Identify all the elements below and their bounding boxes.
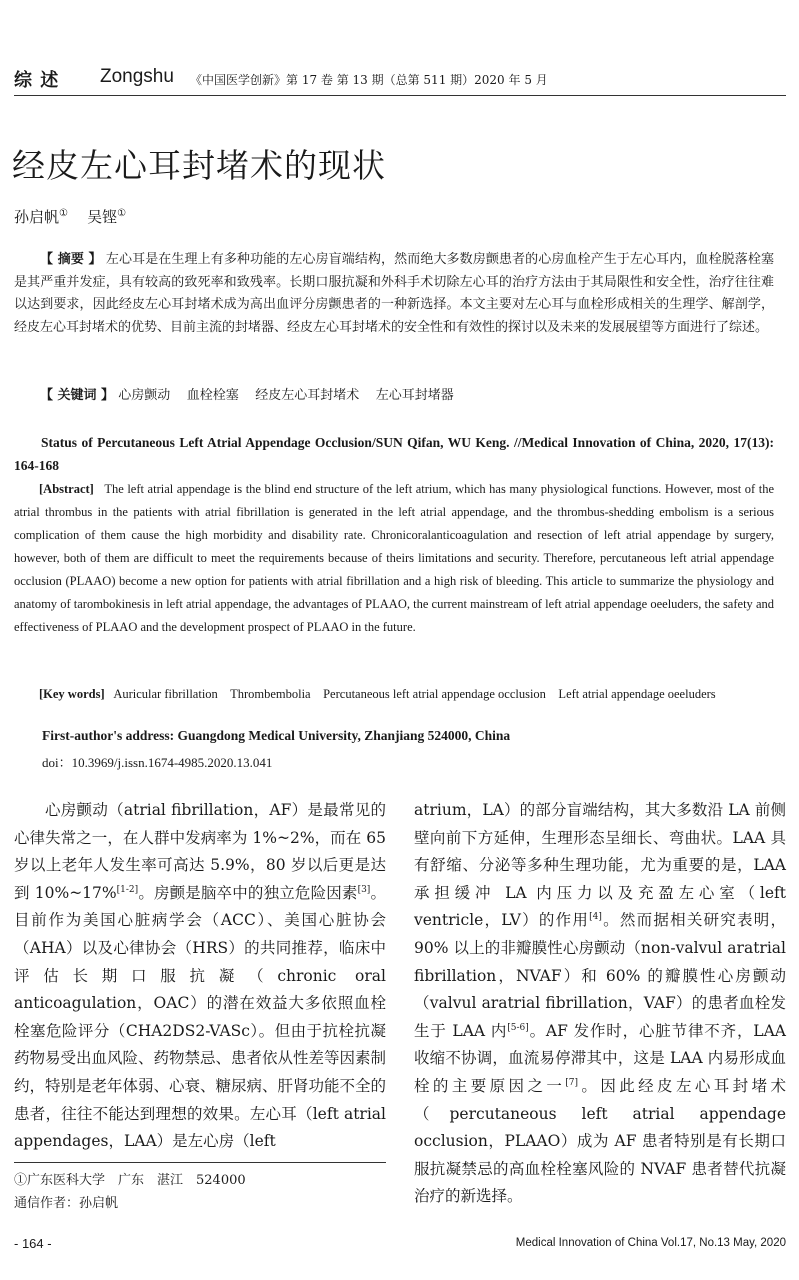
body-text: 。AF 发作时，心脏节律不齐，LAA 收缩不协调，血流易停滞其中，这是 LAA 内易形成血栓的主要原因之一 xyxy=(414,1021,786,1095)
body-text: 。然而据相关研究表明，90% 以上的非瓣膜性心房颤动（non-valvul aratrial fibrillation，NVAF）和 60% 的瓣膜性心房颤动（valvul aratrial fibrillation，VAF）的患者血栓发生于 LAA 内 xyxy=(414,911,786,1040)
keywords-en-text: Auricular fibrillation Thrombembolia Percutaneous left atrial appendage occlusion Left atrial appendage oeeluders xyxy=(113,687,716,701)
body-column-right xyxy=(414,797,786,1211)
author-list xyxy=(14,206,126,227)
author-address: First-author's address: Guangdong Medical University, Zhanjiang 524000, China xyxy=(42,728,511,743)
body-text: 。房颤是脑卒中的独立危险因素 xyxy=(138,883,358,902)
body-column-left xyxy=(14,797,386,1156)
citation-ref: [3] xyxy=(357,884,371,895)
footnote-rule xyxy=(14,1162,386,1163)
section-label-en: Zongshu xyxy=(100,66,174,87)
body-text: 。因此经皮左心耳封堵术（percutaneous left atrial appendage occlusion，PLAAO）成为 AF 患者特别是有长期口服抗凝禁忌的高血栓栓塞风险的 NVAF 患者替代抗凝治疗的新选择。 xyxy=(414,1076,786,1206)
footnote-correspondence: 通信作者：孙启帆 xyxy=(14,1196,119,1211)
keywords-text: 心房颤动 血栓栓塞 经皮左心耳封堵术 左心耳封堵器 xyxy=(118,388,454,403)
body-text: atrium，LA）的部分盲端结构，其大多数沿 LA 前侧壁向前下方延伸，生理形态呈细长、弯曲状。LAA 具有舒缩、分泌等多种生理功能，尤为重要的是，LAA 承担缓冲 LA 内压力以及充盈左心室（left ventricle，LV）的作用 xyxy=(414,801,786,930)
english-citation-title: Status of Percutaneous Left Atrial Appendage Occlusion/SUN Qifan, WU Keng. //Medical Innovation of China, 2020, 17(13): 164-168 xyxy=(14,435,774,473)
author-name: 孙启帆 xyxy=(14,208,60,226)
page-number: - 164 - xyxy=(14,1236,52,1251)
citation-ref: [5-6] xyxy=(507,1022,529,1033)
journal-header: 《中国医学创新》第 17 卷 第 13 期（总第 511 期）2020 年 5 月 xyxy=(190,73,548,87)
citation-ref: [7] xyxy=(565,1077,579,1088)
abstract-label: 【 摘要 】 xyxy=(40,252,102,267)
body-text: 心房颤动（atrial fibrillation，AF）是最常见的心律失常之一，在人群中发病率为 1%~2%，而在 65 岁以上老年人发生率可高达 5.9%，80 岁以后更是达到 10%~17% xyxy=(14,801,386,902)
keywords-cn xyxy=(14,385,774,408)
keywords-en-label: [Key words] xyxy=(39,687,105,701)
abstract-en-text: The left atrial appendage is the blind end structure of the left atrium, which has many physiological functions. However, most of the atrial thrombus in the patients with atrial fibrillation is generated in the left atrial appendage, and the thrombus-shedding embolism is a serious complication of them cause the high morbidity and disability rate. Chronicoralanticoagulation and resection of left atrial appendage by surgery, however, both of them are difficult to meet the requirements because of theirs limitations and security. Therefore, percutaneous left atrial appendage occlusion (PLAAO) become a new option for patients with atrial fibrillation and a high risk of bleeding. This article to summarize the physiology and anatomy of tarombokinesis in left atrial appendage, the advantages of PLAAO, the current mainstream of left atrial appendage oeeluders, the safety and effectiveness of PLAAO and the development prospect of PLAAO in the future. xyxy=(14,482,774,634)
abstract-cn xyxy=(14,249,774,339)
abstract-en-label: [Abstract] xyxy=(39,482,94,496)
doi: doi：10.3969/j.issn.1674-4985.2020.13.041 xyxy=(42,755,273,770)
header-rule xyxy=(14,95,786,96)
citation-ref: [4] xyxy=(589,912,602,923)
abstract-en xyxy=(14,478,774,639)
keywords-en xyxy=(14,683,774,706)
footer-journal: Medical Innovation of China Vol.17, No.13 May, 2020 xyxy=(515,1237,786,1249)
author-name: 吴铿 xyxy=(87,208,118,226)
citation-ref: [1-2] xyxy=(116,884,139,895)
author-affiliation-mark: ① xyxy=(59,208,68,219)
author-affiliation-mark: ① xyxy=(117,208,127,219)
section-label: 综 述 xyxy=(14,70,60,91)
keywords-label: 【 关键词 】 xyxy=(40,388,115,403)
article-title: 经皮左心耳封堵术的现状 xyxy=(12,146,386,185)
footnote-affiliation: ①广东医科大学 广东 湛江 524000 xyxy=(14,1173,246,1188)
body-text: 。目前作为美国心脏病学会（ACC）、美国心脏协会（AHA）以及心律协会（HRS）的共同推荐，临床中评估长期口服抗凝（chronic oral anticoagulation，OAC）的潜在效益大多依照血栓栓塞危险评分（CHA2DS2-VASc）。但由于抗栓抗凝药物易受出血风险、药物禁忌、患者依从性差等因素制约，特别是老年体弱、心衰、糖尿病、肝肾功能不全的患者，往往不能达到理想的效果。左心耳（left atrial appendages，LAA）是左心房（left xyxy=(14,883,387,1151)
abstract-text: 左心耳是在生理上有多种功能的左心房盲端结构，然而绝大多数房颤患者的心房血栓产生于左心耳内，血栓脱落栓塞是其严重并发症，具有较高的致死率和致残率。长期口服抗凝和外科手术切除左心耳的治疗方法由于其局限性和安全性，治疗往往难以达到要求，因此经皮左心耳封堵术成为高出血评分房颤患者的一种新选择。本文主要对左心耳与血栓形成相关的生理学、解剖学，经皮左心耳封堵术的优势、目前主流的封堵器、经皮左心耳封堵术的安全性和有效性的探讨以及未来的发展展望等方面进行了综述。 xyxy=(14,252,774,335)
